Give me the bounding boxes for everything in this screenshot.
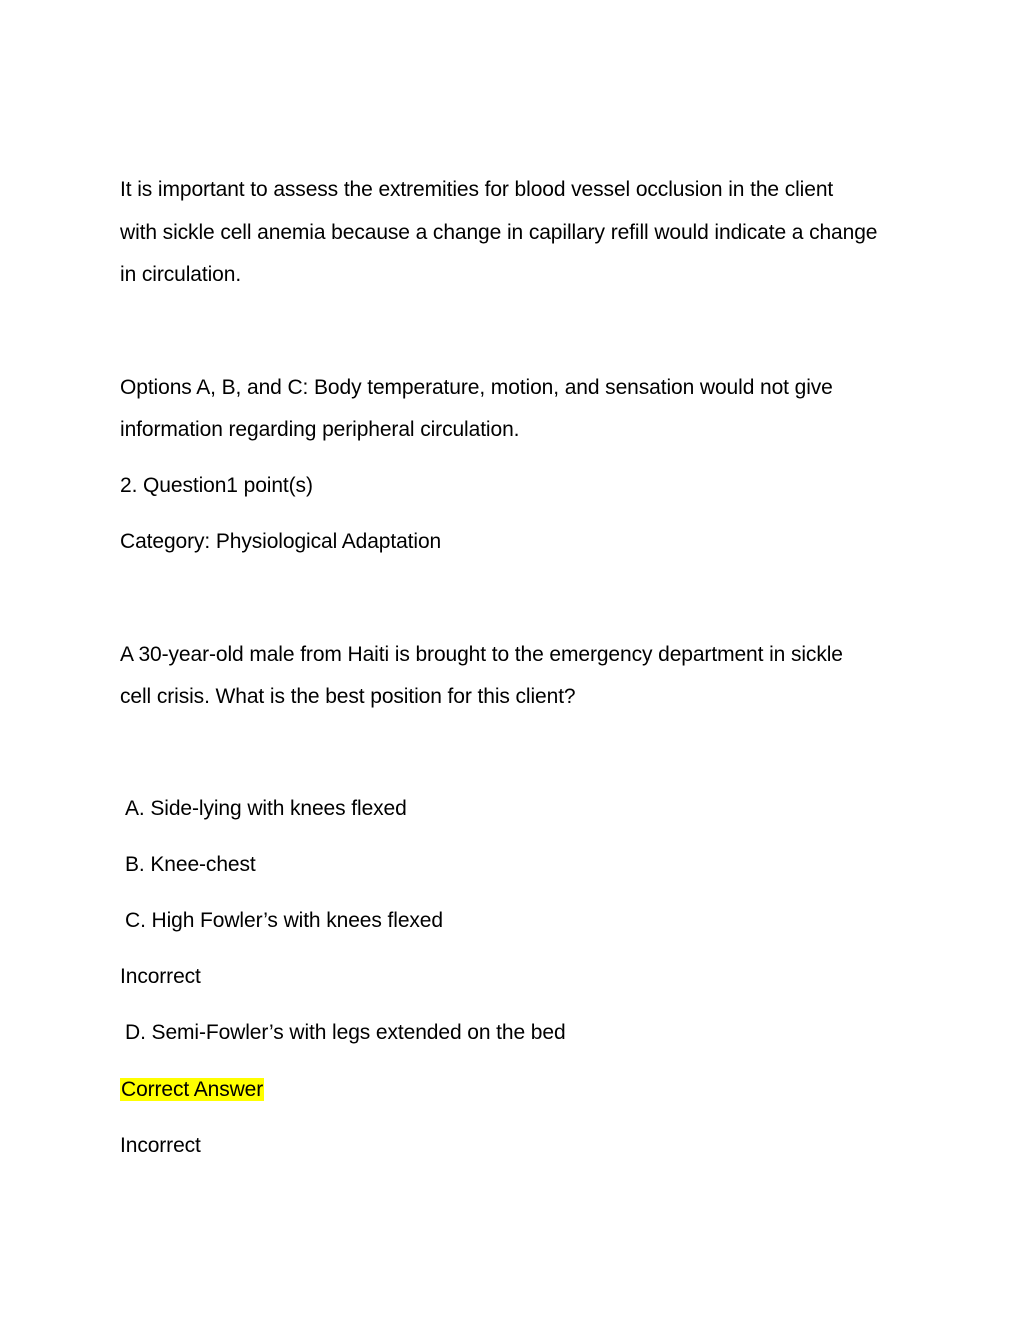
answer-option-a: A. Side-lying with knees flexed	[125, 797, 407, 820]
question-stem-line-2: cell crisis. What is the best position for this client?	[120, 685, 576, 708]
correct-answer-label: Correct Answer	[121, 1078, 264, 1101]
correct-answer-label-wrap	[120, 1076, 264, 1104]
answer-option-d: D. Semi-Fowler’s with legs extended on the bed	[125, 1021, 566, 1044]
rationale-line-3: in circulation.	[120, 263, 242, 286]
question-category: Category: Physiological Adaptation	[120, 530, 442, 553]
rationale-line-2: with sickle cell anemia because a change in capillary refill would indicate a change	[120, 221, 878, 244]
question-stem-line-1: A 30-year-old male from Haiti is brought to the emergency department in sickle	[120, 643, 843, 666]
options-explanation-line-1: Options A, B, and C: Body temperature, motion, and sensation would not give	[120, 376, 833, 399]
answer-c-status: Incorrect	[120, 965, 201, 988]
answer-option-c: C. High Fowler’s with knees flexed	[125, 909, 443, 932]
rationale-line-1: It is important to assess the extremities for blood vessel occlusion in the client	[120, 178, 834, 201]
answer-option-b: B. Knee-chest	[125, 853, 256, 876]
options-explanation-line-2: information regarding peripheral circulation.	[120, 418, 520, 441]
question-header: 2. Question1 point(s)	[120, 474, 313, 497]
answer-d-status: Incorrect	[120, 1134, 201, 1157]
